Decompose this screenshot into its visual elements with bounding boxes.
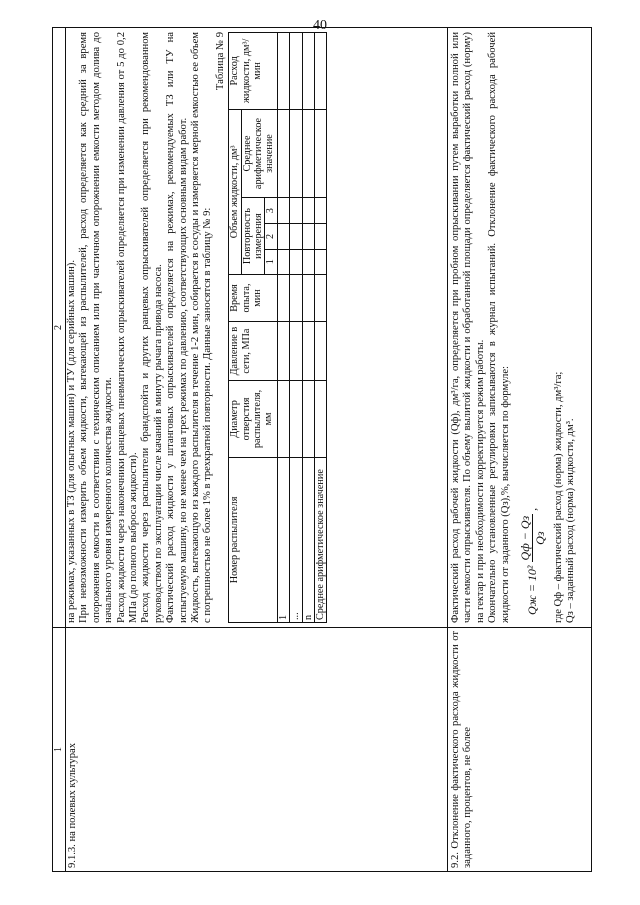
formula-legend: где Qф – фактический расход (норма) жидкости, дм³/га; [553,371,565,623]
measurement-table [228,32,327,623]
row1-paragraph: Расход жидкости через распылители брандспойта и других ранцевых опрыскивателей определяется при рекомендованном руководством по эксплуатации числе качаний в минуту рычага привода насоса. [140,32,164,623]
header-nozzle: Номер распылителя [229,457,278,622]
page-number: 40 [313,18,327,33]
row1-title: 9.1.3. на полевых культурах [67,742,78,868]
formula-legend: Qз – заданный расход (норма) жидкости, дм³. [565,418,577,623]
formula-numerator: Qф − Qз [517,515,532,561]
row1-paragraph: При невозможности измерить объем жидкости, вытекающей из распылителей, расход определяется как средний за время опорожнения емкости в соответствии с техническим описанием или при частичном опорожнении емкости методом долива до начального уровня измеренного количества жидкости. [78,32,115,623]
column-2-header: 2 [53,28,66,627]
header-repeat: Повторность измерения [241,198,265,275]
row-label: 1 [277,457,289,622]
row-label: n [302,457,314,622]
row2-title-cell [448,628,591,871]
column-1 [52,627,592,872]
table-row-mean [315,33,327,623]
header-volume: Объем жидкости, дм³ [229,109,241,274]
row1-paragraph: на режимах, указанных в ТЗ (для опытных машин) и ТУ (для серийных машин). [66,259,77,623]
table-row [277,33,289,623]
deviation-formula [518,32,547,615]
row1-content-cell [65,28,448,627]
formula-lhs: Qж = 10² [525,565,540,615]
header-mean: Среднее арифметическое значение [241,109,277,198]
formula-suffix: , [525,507,540,511]
header-repeat-2: 2 [265,224,277,249]
row1-paragraph: Расход жидкости через наконечники ранцевых пневматических опрыскивателей определяется при изменении давления от 5 до 0,2 МПа (до полного выброса жидкости). [115,32,139,623]
column-1-header: 1 [53,628,66,871]
table-row [290,33,302,623]
row2-content-cell [448,28,591,627]
header-time: Время опыта, мин [229,274,278,321]
row2-paragraph: Окончательно установленные регулировки записываются в журнал испытаний. Отклонение фактического расхода рабочей жидкости от заданного (Qз),%, вычисляется по формуле: [487,32,511,623]
formula-denominator: Qз [532,531,547,545]
header-repeat-3: 3 [265,198,277,224]
column-2 [52,27,592,628]
row2-paragraph: Фактический расход рабочей жидкости (Qф), дм³/га, определяется при пробном опрыскивании путем выработки полной или части емкости опрыскивателя. По объему вылитой жидкости и обработанной площади определяется фактический расход (норму) на гектар и при необходимости корректируется режим работы. [450,32,486,623]
row1-title-cell [65,628,448,871]
row1-paragraph: Фактический расход жидкости у штанговых опрыскивателей определяется на режимах, рекомендуемых ТЗ или ТУ на испытуемую машину, но не менее чем на трех режимах по давлению, соответствующих основным видам работ. [165,32,189,623]
row-label-mean: Среднее арифметическое значение [315,457,327,622]
formula-fraction [518,514,547,563]
header-diameter: Диаметр отверстия распылителя, мм [229,381,278,458]
header-pressure: Давление в сети, МПа [229,322,278,381]
row1-paragraph: Жидкость, вытекающую из каждого распылителя в течение 1-2 мин, собирается в сосуды и измеряется мерной емкостью ее объем с погрешностью не более 1% в трехкратной повторности. Данные заносятся в таблицу № 9: [189,32,214,623]
rotated-table [52,27,592,872]
header-flow: Расход жидкости, дм³/мин [229,33,278,110]
table-caption: Таблица № 9 [214,32,226,91]
header-repeat-1: 1 [265,249,277,274]
table-row [302,33,314,623]
row-label: ... [290,457,302,622]
row2-title: 9.2. Отклонение фактического расхода жидкости от заданного, процентов, не более [450,631,474,868]
